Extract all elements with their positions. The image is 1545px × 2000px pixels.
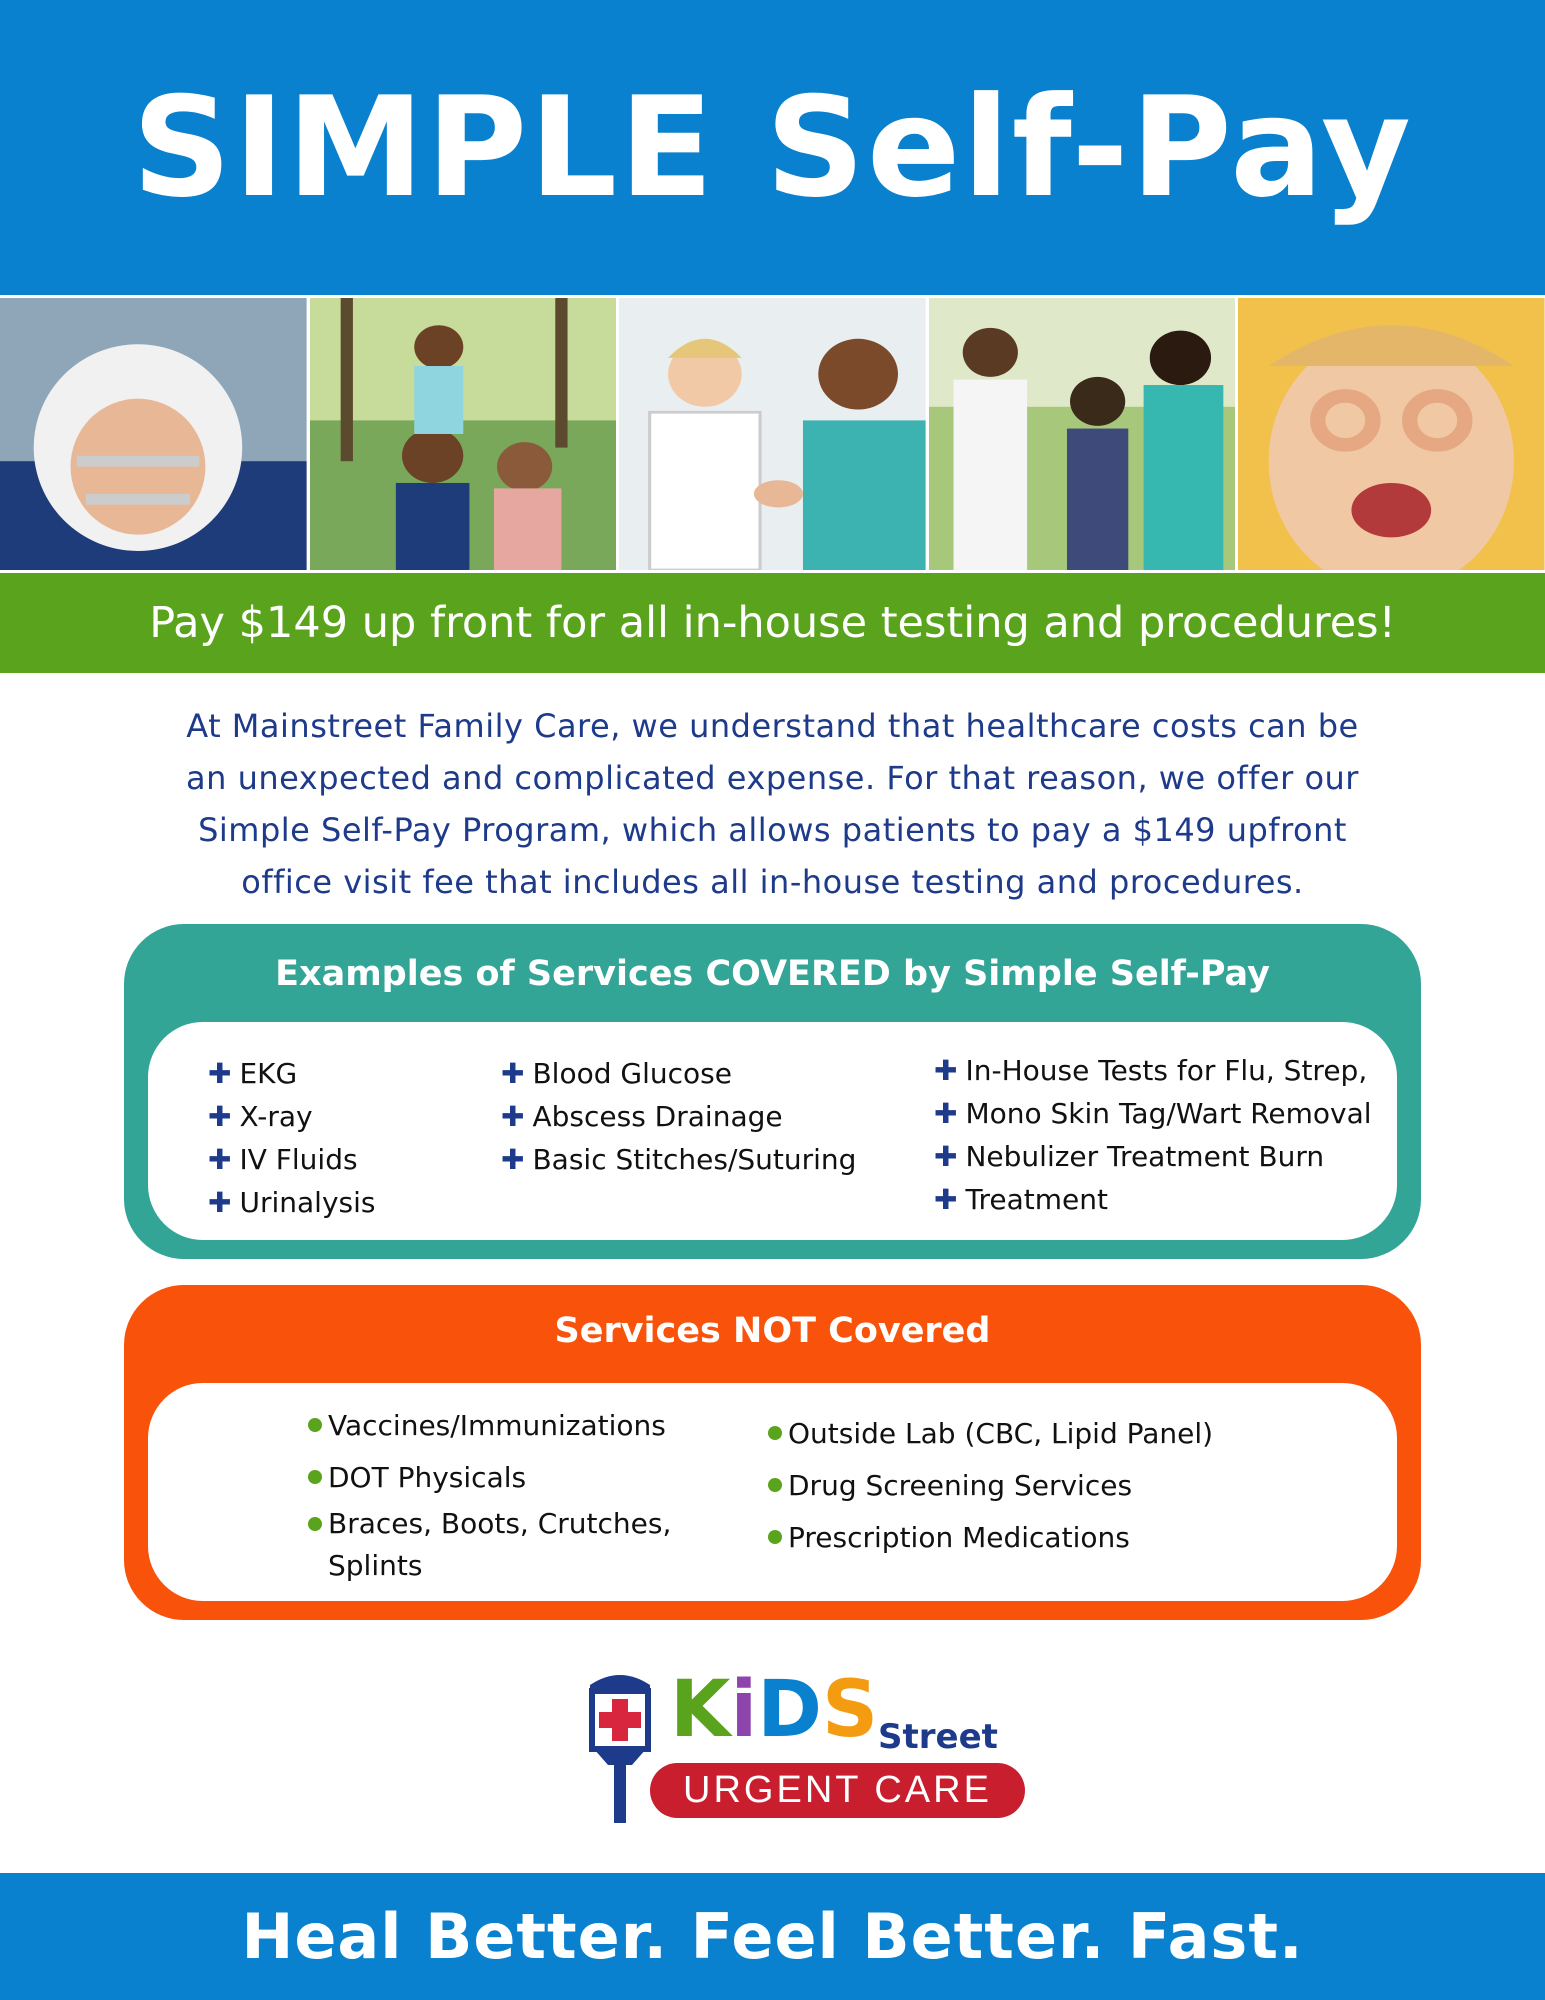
page-title: SIMPLE Self-Pay: [132, 67, 1413, 228]
logo-street-text: Street: [878, 1717, 998, 1757]
bullet-icon: [768, 1478, 782, 1492]
bullet-icon: [308, 1470, 322, 1484]
price-banner: [0, 573, 1545, 673]
covered-title: Examples of Services COVERED by Simple Self-Pay: [275, 954, 1270, 994]
plus-icon: ✚: [934, 1183, 958, 1216]
bullet-icon: [308, 1517, 322, 1531]
list-item: ✚ Mono Skin Tag/Wart Removal: [934, 1097, 1372, 1130]
intro-paragraph: [110, 700, 1435, 908]
plus-icon: ✚: [501, 1057, 525, 1090]
intro-line: Simple Self-Pay Program, which allows patients to pay a $149 upfront: [198, 811, 1347, 849]
covered-col-2: [501, 1052, 856, 1181]
lamppost-cross-icon: [580, 1665, 660, 1825]
not-covered-title: Services NOT Covered: [554, 1311, 991, 1351]
list-item: Vaccines/Immunizations: [308, 1399, 708, 1451]
intro-line: an unexpected and complicated expense. For that reason, we offer our: [186, 759, 1359, 797]
covered-list-box: [148, 1022, 1397, 1240]
list-item: ✚ Nebulizer Treatment Burn: [934, 1140, 1325, 1173]
list-item: ✚ Blood Glucose: [501, 1057, 732, 1090]
list-item: Drug Screening Services: [768, 1459, 1213, 1511]
plus-icon: ✚: [501, 1143, 525, 1176]
covered-col-3: [934, 1049, 1372, 1221]
list-item: DOT Physicals: [308, 1451, 708, 1503]
plus-icon: ✚: [934, 1140, 958, 1173]
list-item: ✚ Urinalysis: [208, 1186, 376, 1219]
footer-banner: [0, 1873, 1545, 2000]
plus-icon: ✚: [501, 1100, 525, 1133]
footer-tagline: Heal Better. Feel Better. Fast.: [241, 1900, 1304, 1973]
photo-strip: [0, 298, 1545, 570]
bullet-icon: [768, 1530, 782, 1544]
photo-family-walking: [929, 298, 1236, 570]
plus-icon: ✚: [934, 1054, 958, 1087]
list-item: ✚ Treatment: [934, 1183, 1108, 1216]
list-item: ✚ Abscess Drainage: [501, 1100, 783, 1133]
list-item: Braces, Boots, Crutches, Splints: [308, 1503, 708, 1587]
photo-doctor-patient: [619, 298, 926, 570]
list-item: Outside Lab (CBC, Lipid Panel): [768, 1407, 1213, 1459]
bullet-icon: [768, 1426, 782, 1440]
covered-services-panel: [124, 924, 1421, 1259]
list-item: ✚ Basic Stitches/Suturing: [501, 1143, 857, 1176]
list-item: ✚ IV Fluids: [208, 1143, 358, 1176]
plus-icon: ✚: [208, 1100, 232, 1133]
photo-football-kid: [0, 298, 307, 570]
not-covered-col-1: [308, 1399, 708, 1587]
price-banner-text: Pay $149 up front for all in-house testing and procedures!: [149, 598, 1396, 648]
kids-street-logo: [580, 1665, 1025, 1825]
intro-line: At Mainstreet Family Care, we understand that healthcare costs can be: [186, 707, 1359, 745]
plus-icon: ✚: [208, 1186, 232, 1219]
plus-icon: ✚: [934, 1097, 958, 1130]
logo-kids-text: KiDS: [670, 1665, 879, 1755]
header-banner: [0, 0, 1545, 295]
list-item: ✚ In-House Tests for Flu, Strep,: [934, 1054, 1368, 1087]
plus-icon: ✚: [208, 1057, 232, 1090]
not-covered-col-2: [768, 1407, 1213, 1563]
list-item: ✚ EKG: [208, 1057, 298, 1090]
plus-icon: ✚: [208, 1143, 232, 1176]
not-covered-list-box: [148, 1383, 1397, 1601]
intro-line: office visit fee that includes all in-house testing and procedures.: [241, 863, 1304, 901]
list-item: ✚ X-ray: [208, 1100, 313, 1133]
photo-laughing-girl: [1238, 298, 1545, 570]
covered-col-1: [208, 1052, 375, 1224]
bullet-icon: [308, 1418, 322, 1432]
photo-family-outdoors: [310, 298, 617, 570]
list-item: Prescription Medications: [768, 1511, 1213, 1563]
logo-urgent-care-badge: URGENT CARE: [650, 1763, 1025, 1818]
not-covered-panel: [124, 1285, 1421, 1620]
